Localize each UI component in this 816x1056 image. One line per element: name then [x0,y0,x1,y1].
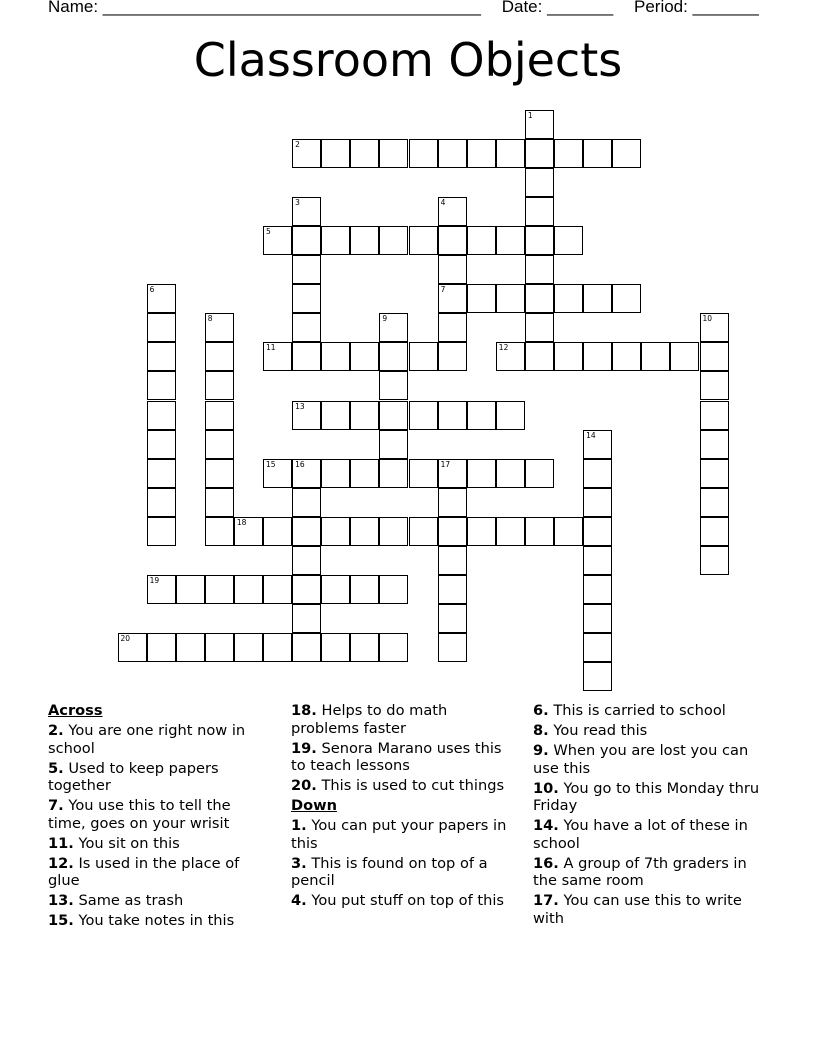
grid-cell[interactable] [205,488,234,517]
grid-cell[interactable] [700,488,729,517]
grid-cell[interactable] [438,546,467,575]
grid-cell[interactable] [321,226,350,255]
grid-cell[interactable] [700,459,729,488]
clue-item-number: 9. [533,742,549,759]
grid-cell[interactable] [205,430,234,459]
clue-item [48,892,270,910]
grid-cell[interactable] [583,604,612,633]
grid-cell[interactable] [292,342,321,371]
grid-cell[interactable] [147,371,176,400]
grid-cell[interactable] [292,633,321,662]
grid-cell[interactable] [292,226,321,255]
clue-item-text: You put stuff on top of this [311,892,504,909]
grid-cell[interactable] [438,459,467,488]
clue-item-text: This is carried to school [553,702,726,719]
grid-cell[interactable] [409,401,438,430]
clue-item-number: 16. [533,854,559,872]
clue-item [291,892,519,910]
grid-cell[interactable] [583,546,612,575]
grid-cell[interactable] [321,633,350,662]
clue-item-text: You can use this to write with [533,892,742,927]
grid-cell[interactable] [292,517,321,546]
grid-cell[interactable] [147,517,176,546]
grid-cell[interactable] [438,197,467,226]
grid-cell[interactable] [147,430,176,459]
grid-cell[interactable] [321,575,350,604]
clue-item [533,742,761,777]
clue-item [291,740,519,775]
clue-number: 7 [440,285,446,295]
grid-cell[interactable] [205,371,234,400]
clue-item-text: Same as trash [78,892,184,909]
clue-number: 9 [382,314,388,324]
grid-cell[interactable] [176,575,205,604]
grid-cell[interactable] [321,459,350,488]
grid-cell[interactable] [234,633,263,662]
grid-cell[interactable] [525,168,554,197]
grid-cell[interactable] [321,401,350,430]
grid-cell[interactable] [700,546,729,575]
grid-cell[interactable] [292,575,321,604]
grid-cell[interactable] [583,342,612,371]
grid-cell[interactable] [525,284,554,313]
grid-cell[interactable] [700,430,729,459]
clue-item [533,780,761,815]
grid-cell[interactable] [379,401,408,430]
grid-cell[interactable] [438,284,467,313]
clue-number: 3 [295,197,300,207]
grid-cell[interactable] [350,459,379,488]
grid-cell[interactable] [554,284,583,313]
grid-cell[interactable] [147,342,176,371]
clue-number: 11 [266,343,276,353]
grid-cell[interactable] [147,459,176,488]
clue-item-number: 15. [48,912,74,929]
clue-item [533,817,761,852]
grid-cell[interactable] [263,575,292,604]
grid-cell[interactable] [350,401,379,430]
grid-cell[interactable] [467,139,496,168]
grid-cell[interactable] [467,459,496,488]
grid-cell[interactable] [292,401,321,430]
clue-column-1 [48,702,270,932]
grid-cell[interactable] [263,633,292,662]
clue-number: 2 [295,139,300,149]
grid-cell[interactable] [379,371,408,400]
grid-cell[interactable] [583,633,612,662]
clue-item-text: Is used in the place of glue [48,854,240,889]
grid-cell[interactable] [670,342,699,371]
grid-cell[interactable] [379,633,408,662]
grid-cell[interactable] [583,575,612,604]
grid-cell[interactable] [525,110,554,139]
clue-number: 6 [149,285,155,295]
clue-item [291,777,519,795]
clue-number: 17 [440,459,451,469]
grid-cell[interactable] [438,139,467,168]
grid-cell[interactable] [263,459,292,488]
clue-number: 1 [527,110,533,120]
grid-cell[interactable] [700,342,729,371]
clue-item-text: You read this [553,722,648,739]
grid-cell[interactable] [292,546,321,575]
clue-number: 18 [236,517,247,527]
clue-item-number: 10. [533,779,559,797]
name-field-label: Name: ________________________________________ [48,0,481,16]
grid-cell[interactable] [525,517,554,546]
clue-number: 19 [149,576,160,586]
grid-cell[interactable] [147,633,176,662]
grid-cell[interactable] [205,575,234,604]
grid-cell[interactable] [205,313,234,342]
clue-item-text: Helps to do math problems faster [291,702,448,737]
grid-cell[interactable] [205,342,234,371]
grid-cell[interactable] [438,401,467,430]
grid-cell[interactable] [147,313,176,342]
grid-cell[interactable] [583,139,612,168]
clue-item-number: 12. [48,854,74,872]
grid-cell[interactable] [147,575,176,604]
grid-cell[interactable] [147,401,176,430]
grid-cell[interactable] [496,226,525,255]
grid-cell[interactable] [321,517,350,546]
clue-number: 20 [120,634,131,644]
clue-heading: Across [48,702,103,719]
grid-cell[interactable] [263,226,292,255]
grid-cell[interactable] [496,401,525,430]
clue-item [291,817,519,852]
grid-cell[interactable] [583,430,612,459]
grid-cell[interactable] [700,401,729,430]
grid-cell[interactable] [292,255,321,284]
clue-number: 5 [266,226,271,236]
grid-cell[interactable] [438,575,467,604]
grid-cell[interactable] [350,517,379,546]
grid-cell[interactable] [525,313,554,342]
grid-cell[interactable] [205,633,234,662]
grid-cell[interactable] [176,633,205,662]
clue-number: 15 [266,459,276,469]
clue-item-text: Senora Marano uses this to teach lessons [291,739,502,774]
grid-cell[interactable] [292,139,321,168]
grid-cell[interactable] [438,226,467,255]
clue-number: 16 [295,459,305,469]
grid-cell[interactable] [438,255,467,284]
grid-cell[interactable] [379,459,408,488]
grid-cell[interactable] [292,313,321,342]
clue-item-number: 2. [48,722,64,739]
grid-cell[interactable] [438,342,467,371]
grid-cell[interactable] [321,342,350,371]
grid-cell[interactable] [700,371,729,400]
grid-cell[interactable] [438,517,467,546]
grid-cell[interactable] [147,488,176,517]
grid-cell[interactable] [554,226,583,255]
grid-cell[interactable] [379,575,408,604]
clue-number: 12 [498,343,509,353]
clue-item [533,702,761,720]
clue-item-text: A group of 7th graders in the same room [533,854,747,889]
grid-cell[interactable] [641,342,670,371]
grid-cell[interactable] [205,401,234,430]
clue-item-text: You are one right now in school [48,722,246,757]
clue-item [291,702,519,737]
clue-item-number: 8. [533,722,549,739]
clue-column-2 [291,702,519,912]
clue-item-number: 20. [291,777,317,794]
grid-cell[interactable] [525,139,554,168]
grid-cell[interactable] [147,284,176,313]
clue-item-number: 1. [291,817,307,834]
grid-cell[interactable] [409,226,438,255]
grid-cell[interactable] [700,517,729,546]
clue-item-text: This is used to cut things [321,777,505,794]
grid-cell[interactable] [292,459,321,488]
grid-cell[interactable] [583,662,612,691]
clue-item [48,760,270,795]
grid-cell[interactable] [525,342,554,371]
grid-cell[interactable] [292,488,321,517]
grid-cell[interactable] [525,226,554,255]
clue-item [48,835,270,853]
grid-cell[interactable] [409,517,438,546]
grid-cell[interactable] [583,284,612,313]
grid-cell[interactable] [379,430,408,459]
grid-cell[interactable] [321,139,350,168]
grid-cell[interactable] [438,488,467,517]
grid-cell[interactable] [583,517,612,546]
clue-number: 14 [586,430,596,440]
grid-cell[interactable] [379,313,408,342]
clue-number: 13 [295,401,305,411]
date-field-label: Date: _______ [501,0,614,16]
clue-item-text: When you are lost you can use this [533,742,749,777]
page-title: Classroom Objects [193,33,623,87]
clue-item [48,912,270,930]
clue-item-text: You go to this Monday thru Friday [533,779,760,814]
clue-number: 4 [440,197,446,207]
grid-cell[interactable] [379,517,408,546]
grid-cell[interactable] [292,604,321,633]
period-field-label: Period: _______ [634,0,759,16]
grid-cell[interactable] [438,604,467,633]
clue-number: 8 [207,314,213,324]
clue-item-text: Used to keep papers together [48,759,219,794]
clue-item [48,855,270,890]
grid-cell[interactable] [612,342,641,371]
grid-cell[interactable] [700,313,729,342]
clue-item-text: You use this to tell the time, goes on your wrisit [48,797,231,832]
grid-cell[interactable] [467,284,496,313]
grid-cell[interactable] [118,633,147,662]
grid-cell[interactable] [263,342,292,371]
clue-item-text: This is found on top of a pencil [291,854,488,889]
grid-cell[interactable] [467,517,496,546]
grid-cell[interactable] [496,517,525,546]
grid-cell[interactable] [350,633,379,662]
grid-cell[interactable] [554,517,583,546]
clue-item-number: 4. [291,892,307,909]
grid-cell[interactable] [496,342,525,371]
clue-heading: Down [291,797,338,814]
clue-item-number: 11. [48,834,74,852]
grid-cell[interactable] [350,139,379,168]
grid-cell[interactable] [525,255,554,284]
grid-cell[interactable] [263,517,292,546]
grid-cell[interactable] [292,284,321,313]
grid-cell[interactable] [554,342,583,371]
grid-cell[interactable] [205,517,234,546]
clue-item [533,892,761,927]
clue-item-number: 19. [291,739,317,757]
grid-cell[interactable] [234,517,263,546]
grid-cell[interactable] [467,226,496,255]
grid-cell[interactable] [409,459,438,488]
grid-cell[interactable] [350,575,379,604]
clue-item-number: 18. [291,702,317,719]
grid-cell[interactable] [292,197,321,226]
grid-cell[interactable] [438,633,467,662]
grid-cell[interactable] [612,139,641,168]
clue-item-text: You have a lot of these in school [533,817,748,852]
grid-cell[interactable] [525,197,554,226]
grid-cell[interactable] [409,342,438,371]
grid-cell[interactable] [409,139,438,168]
grid-cell[interactable] [496,139,525,168]
grid-cell[interactable] [234,575,263,604]
clue-item-number: 13. [48,892,74,909]
clue-item-number: 17. [533,892,559,909]
clue-item-number: 3. [291,854,307,872]
grid-cell[interactable] [496,284,525,313]
clue-number: 10 [702,314,713,324]
clue-item-number: 14. [533,817,559,834]
grid-cell[interactable] [350,342,379,371]
clue-item-text: You take notes in this [78,912,235,929]
grid-cell[interactable] [554,139,583,168]
clue-item [533,722,761,740]
grid-cell[interactable] [525,459,554,488]
clue-item-number: 6. [533,702,549,719]
grid-cell[interactable] [379,226,408,255]
grid-cell[interactable] [583,459,612,488]
grid-cell[interactable] [438,313,467,342]
clue-column-3 [533,702,761,930]
grid-cell[interactable] [467,401,496,430]
grid-cell[interactable] [496,459,525,488]
grid-cell[interactable] [350,226,379,255]
clue-item [48,722,270,757]
grid-cell[interactable] [583,488,612,517]
clue-item [48,797,270,832]
grid-cell[interactable] [379,139,408,168]
grid-cell[interactable] [205,459,234,488]
clue-item-number: 7. [48,797,64,814]
clue-item-text: You can put your papers in this [291,817,507,852]
clue-item-number: 5. [48,759,64,777]
grid-cell[interactable] [379,342,408,371]
clue-item-text: You sit on this [78,834,180,852]
clue-item [533,855,761,890]
grid-cell[interactable] [612,284,641,313]
clue-item [291,855,519,890]
